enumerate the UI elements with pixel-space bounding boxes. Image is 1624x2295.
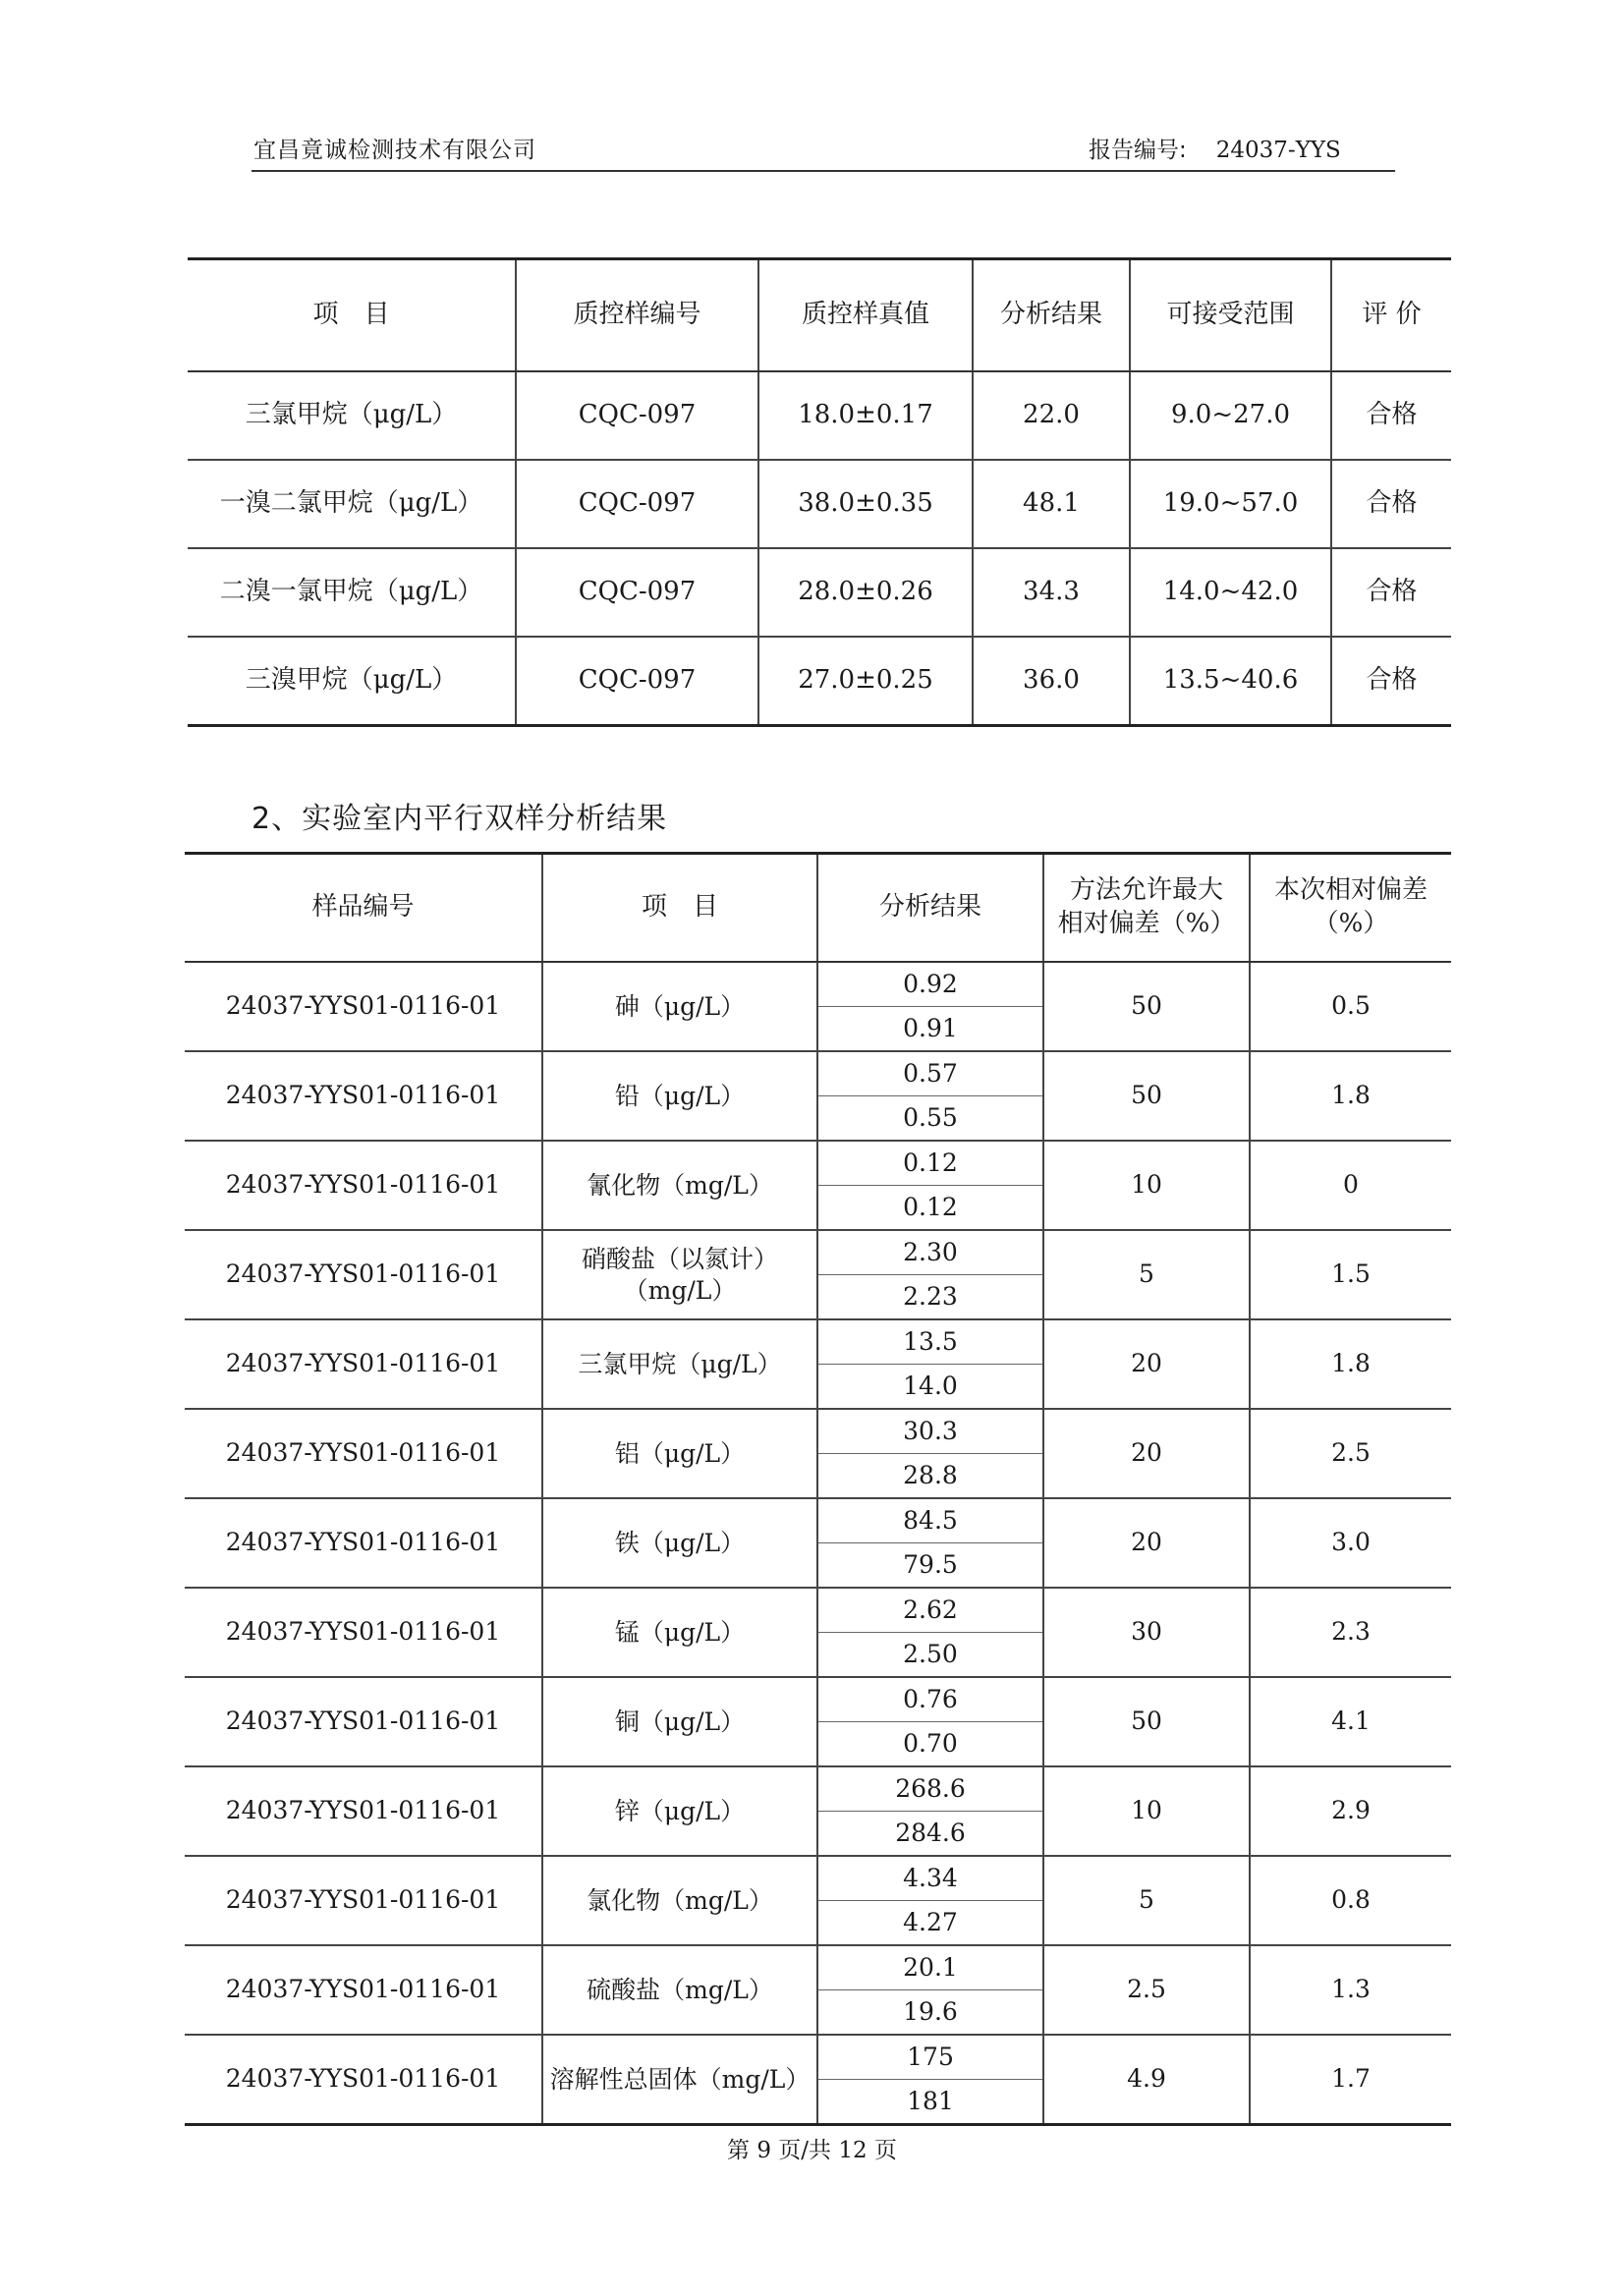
- sample-id-cell: 24037-YYS01-0116-01: [185, 2035, 542, 2125]
- relative-deviation-cell: 1.8: [1250, 1051, 1451, 1141]
- item-cell: 二溴一氯甲烷（μg/L）: [188, 548, 516, 637]
- item-cell: 砷（μg/L）: [542, 962, 817, 1051]
- result-1-cell: 13.5: [817, 1319, 1043, 1365]
- result-2-cell: 181: [817, 2080, 1043, 2125]
- result-2-cell: 0.12: [817, 1186, 1043, 1231]
- table-row: [188, 371, 1451, 460]
- result-1-cell: 84.5: [817, 1498, 1043, 1543]
- result-2-cell: 2.23: [817, 1275, 1043, 1320]
- max-deviation-cell: 20: [1043, 1498, 1250, 1588]
- relative-deviation-cell: 0.5: [1250, 962, 1451, 1051]
- item-cell: 锌（μg/L）: [542, 1766, 817, 1856]
- result-2-cell: 79.5: [817, 1543, 1043, 1589]
- sample-id-cell: 24037-YYS01-0116-01: [185, 1230, 542, 1319]
- max-deviation-cell: 20: [1043, 1409, 1250, 1498]
- sample-id-cell: 24037-YYS01-0116-01: [185, 1945, 542, 2035]
- result-1-cell: 4.34: [817, 1856, 1043, 1901]
- item-cell: 三溴甲烷（μg/L）: [245, 665, 458, 696]
- company-name: 宜昌竟诚检测技术有限公司: [253, 138, 536, 163]
- col-sample-id: 样品编号: [185, 854, 542, 963]
- sample-id-cell: 24037-YYS01-0116-01: [185, 1856, 542, 1945]
- table-row: [185, 1766, 1451, 1812]
- header-divider: [252, 170, 1395, 172]
- relative-deviation-cell: 1.8: [1250, 1319, 1451, 1409]
- result-1-cell: 0.76: [817, 1677, 1043, 1722]
- result-2-cell: 19.6: [817, 1990, 1043, 2036]
- sample-id-cell: 24037-YYS01-0116-01: [185, 1677, 542, 1766]
- item-cell: 溶解性总固体（mg/L）: [542, 2035, 817, 2125]
- sample-id-cell: 24037-YYS01-0116-01: [185, 1588, 542, 1677]
- relative-deviation-cell: 0: [1250, 1141, 1451, 1230]
- result-2-cell: 284.6: [817, 1812, 1043, 1857]
- relative-deviation-cell: 1.3: [1250, 1945, 1451, 2035]
- relative-deviation-cell: 2.3: [1250, 1588, 1451, 1677]
- evaluation-cell: 合格: [1331, 460, 1451, 548]
- relative-deviation-cell: 2.9: [1250, 1766, 1451, 1856]
- qc-code-cell: CQC-097: [516, 548, 758, 637]
- table-row: [185, 1319, 1451, 1365]
- result-1-cell: 268.6: [817, 1766, 1043, 1812]
- report-number: [1089, 132, 1341, 164]
- result-cell: 34.3: [973, 548, 1130, 637]
- col-max-relative-deviation: [1043, 854, 1250, 963]
- max-deviation-cell: 10: [1043, 1766, 1250, 1856]
- table-header-row: [188, 259, 1451, 372]
- max-deviation-cell: 20: [1043, 1319, 1250, 1409]
- relative-deviation-cell: 2.5: [1250, 1409, 1451, 1498]
- result-2-cell: 4.27: [817, 1901, 1043, 1946]
- result-cell: 36.0: [973, 637, 1130, 726]
- item-cell: 三氯甲烷（μg/L）: [188, 371, 516, 460]
- relative-deviation-cell: 1.7: [1250, 2035, 1451, 2125]
- col-relative-deviation: [1250, 854, 1451, 963]
- relative-deviation-cell: 4.1: [1250, 1677, 1451, 1766]
- relative-deviation-cell: 0.8: [1250, 1856, 1451, 1945]
- item-cell: 氯化物（mg/L）: [542, 1856, 817, 1945]
- table-row: [185, 2035, 1451, 2080]
- table-row: [185, 1051, 1451, 1096]
- quality-control-table: [188, 257, 1451, 727]
- col-rel-dev-line1: 本次相对偏差: [1273, 875, 1428, 906]
- table-row: [185, 962, 1451, 1007]
- col-qc-true-value: 质控样真值: [758, 259, 973, 372]
- result-2-cell: 0.70: [817, 1722, 1043, 1767]
- table-row: [185, 1588, 1451, 1633]
- true-value-cell: 18.0±0.17: [758, 371, 973, 460]
- sample-id-cell: 24037-YYS01-0116-01: [185, 1409, 542, 1498]
- range-cell: 13.5~40.6: [1130, 637, 1331, 726]
- max-deviation-cell: 50: [1043, 1677, 1250, 1766]
- page-number: 第 9 页/共 12 页: [727, 2138, 897, 2163]
- table-row: [185, 1945, 1451, 1990]
- report-number-label: 报告编号:: [1089, 138, 1187, 163]
- sample-id-cell: 24037-YYS01-0116-01: [185, 1141, 542, 1230]
- table-header-row: [185, 854, 1451, 963]
- true-value-cell: 27.0±0.25: [758, 637, 973, 726]
- range-cell: 19.0~57.0: [1130, 460, 1331, 548]
- result-2-cell: 2.50: [817, 1633, 1043, 1678]
- qc-code-cell: CQC-097: [516, 371, 758, 460]
- table-row: [188, 460, 1451, 548]
- table-row: [185, 1409, 1451, 1454]
- item-cell: 铜（μg/L）: [542, 1677, 817, 1766]
- item-cell: 一溴二氯甲烷（μg/L）: [188, 460, 516, 548]
- sample-id-cell: 24037-YYS01-0116-01: [185, 1766, 542, 1856]
- item-cell: 硝酸盐（以氮计）（mg/L）: [542, 1230, 817, 1319]
- col-result: 分析结果: [817, 854, 1043, 963]
- item-cell: 硫酸盐（mg/L）: [542, 1945, 817, 2035]
- max-deviation-cell: 2.5: [1043, 1945, 1250, 2035]
- relative-deviation-cell: 1.5: [1250, 1230, 1451, 1319]
- item-cell: 铝（μg/L）: [542, 1409, 817, 1498]
- max-deviation-cell: 5: [1043, 1856, 1250, 1945]
- result-1-cell: 30.3: [817, 1409, 1043, 1454]
- result-cell: 22.0: [973, 371, 1130, 460]
- table-row: [185, 1856, 1451, 1901]
- table-row: [185, 1677, 1451, 1722]
- result-2-cell: 0.91: [817, 1007, 1043, 1052]
- evaluation-cell: 合格: [1331, 637, 1451, 726]
- item-cell: 铅（μg/L）: [542, 1051, 817, 1141]
- col-acceptable-range: 可接受范围: [1130, 259, 1331, 372]
- sample-id-cell: 24037-YYS01-0116-01: [185, 962, 542, 1051]
- relative-deviation-cell: 3.0: [1250, 1498, 1451, 1588]
- true-value-cell: 38.0±0.35: [758, 460, 973, 548]
- parallel-sample-table: [185, 852, 1451, 2126]
- item-cell: 三氯甲烷（μg/L）: [542, 1319, 817, 1409]
- result-1-cell: 2.30: [817, 1230, 1043, 1275]
- result-cell: 48.1: [973, 460, 1130, 548]
- result-1-cell: 0.92: [817, 962, 1043, 1007]
- item-cell: 锰（μg/L）: [542, 1588, 817, 1677]
- item-cell: 铁（μg/L）: [542, 1498, 817, 1588]
- true-value-cell: 28.0±0.26: [758, 548, 973, 637]
- col-evaluation: 评 价: [1331, 259, 1451, 372]
- sample-id-cell: 24037-YYS01-0116-01: [185, 1051, 542, 1141]
- result-1-cell: 0.12: [817, 1141, 1043, 1186]
- col-max-dev-line2: 相对偏差（%）: [1057, 909, 1236, 938]
- range-cell: 14.0~42.0: [1130, 548, 1331, 637]
- evaluation-cell: 合格: [1331, 548, 1451, 637]
- result-1-cell: 0.57: [817, 1051, 1043, 1096]
- section-title: 2、实验室内平行双样分析结果: [252, 802, 668, 836]
- col-result: 分析结果: [973, 259, 1130, 372]
- max-deviation-cell: 30: [1043, 1588, 1250, 1677]
- col-item: 项 目: [542, 854, 817, 963]
- table-row: [185, 1141, 1451, 1186]
- max-deviation-cell: 50: [1043, 962, 1250, 1051]
- result-1-cell: 2.62: [817, 1588, 1043, 1633]
- sample-id-cell: 24037-YYS01-0116-01: [185, 1498, 542, 1588]
- qc-code-cell: CQC-097: [516, 637, 758, 726]
- table-row: [188, 548, 1451, 637]
- table-row: [188, 637, 1451, 726]
- max-deviation-cell: 4.9: [1043, 2035, 1250, 2125]
- evaluation-cell: 合格: [1331, 371, 1451, 460]
- col-item: 项 目: [188, 259, 516, 372]
- qc-code-cell: CQC-097: [516, 460, 758, 548]
- range-cell: 9.0~27.0: [1130, 371, 1331, 460]
- max-deviation-cell: 50: [1043, 1051, 1250, 1141]
- result-1-cell: 20.1: [817, 1945, 1043, 1990]
- col-qc-code: 质控样编号: [516, 259, 758, 372]
- max-deviation-cell: 10: [1043, 1141, 1250, 1230]
- col-max-dev-line1: 方法允许最大: [1069, 875, 1223, 906]
- result-2-cell: 28.8: [817, 1454, 1043, 1499]
- result-2-cell: 14.0: [817, 1365, 1043, 1410]
- table-row: [185, 1498, 1451, 1543]
- result-1-cell: 175: [817, 2035, 1043, 2080]
- result-2-cell: 0.55: [817, 1096, 1043, 1142]
- col-rel-dev-line2: （%）: [1313, 909, 1389, 938]
- item-cell: 氰化物（mg/L）: [542, 1141, 817, 1230]
- sample-id-cell: 24037-YYS01-0116-01: [185, 1319, 542, 1409]
- report-number-value: 24037-YYS: [1215, 138, 1341, 163]
- max-deviation-cell: 5: [1043, 1230, 1250, 1319]
- table-row: [185, 1230, 1451, 1275]
